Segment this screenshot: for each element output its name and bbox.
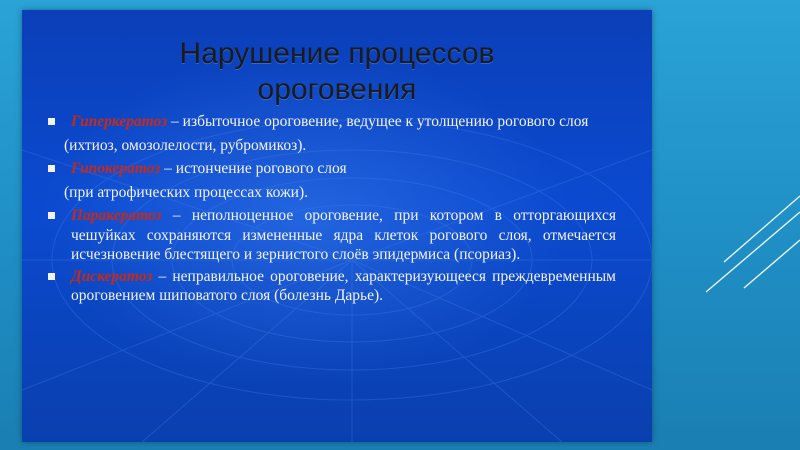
term-hypokeratosis: Гипокератоз <box>71 160 161 177</box>
definition-parakeratosis: – неполноценное ороговение, при котором в отторгающихся чешуйках сохраняются измененные ядра клеток рогового слоя, отмечается исчезновение блестящего и зернистого слоёв эпидермиса (псориаз). <box>71 207 616 263</box>
square-bullet-icon <box>48 212 55 219</box>
slide-title-line-2: ороговения <box>257 73 417 106</box>
square-bullet-icon <box>48 273 55 280</box>
list-item-dyskeratosis <box>46 267 616 306</box>
square-bullet-icon <box>48 165 55 172</box>
definition-dyskeratosis: – неправильное ороговение, характеризующееся преждевременным ороговением шиповатого слоя (болезнь Дарье). <box>71 267 616 304</box>
note-hypokeratosis: (при атрофических процессах кожи). <box>64 183 309 201</box>
term-dyskeratosis: Дискератоз <box>71 267 153 285</box>
slide-content <box>46 112 616 306</box>
term-parakeratosis: Паракератоз <box>71 207 162 224</box>
slide-title <box>22 36 652 108</box>
term-hyperkeratosis: Гиперкератоз <box>71 113 168 130</box>
note-hyperkeratosis: (ихтиоз, омозолелости, рубромикоз). <box>64 136 307 154</box>
slide-title-line-1: Нарушение процессов <box>179 37 495 70</box>
slide <box>22 10 652 442</box>
definition-hyperkeratosis: – избыточное ороговение, ведущее к утолщению рогового слоя <box>167 113 589 130</box>
definition-hypokeratosis: – истончение рогового слоя <box>160 160 347 177</box>
list-item-parakeratosis <box>46 206 616 265</box>
list-item-hyperkeratosis <box>46 112 616 132</box>
square-bullet-icon <box>48 118 55 125</box>
list-item-hypokeratosis <box>46 159 616 179</box>
